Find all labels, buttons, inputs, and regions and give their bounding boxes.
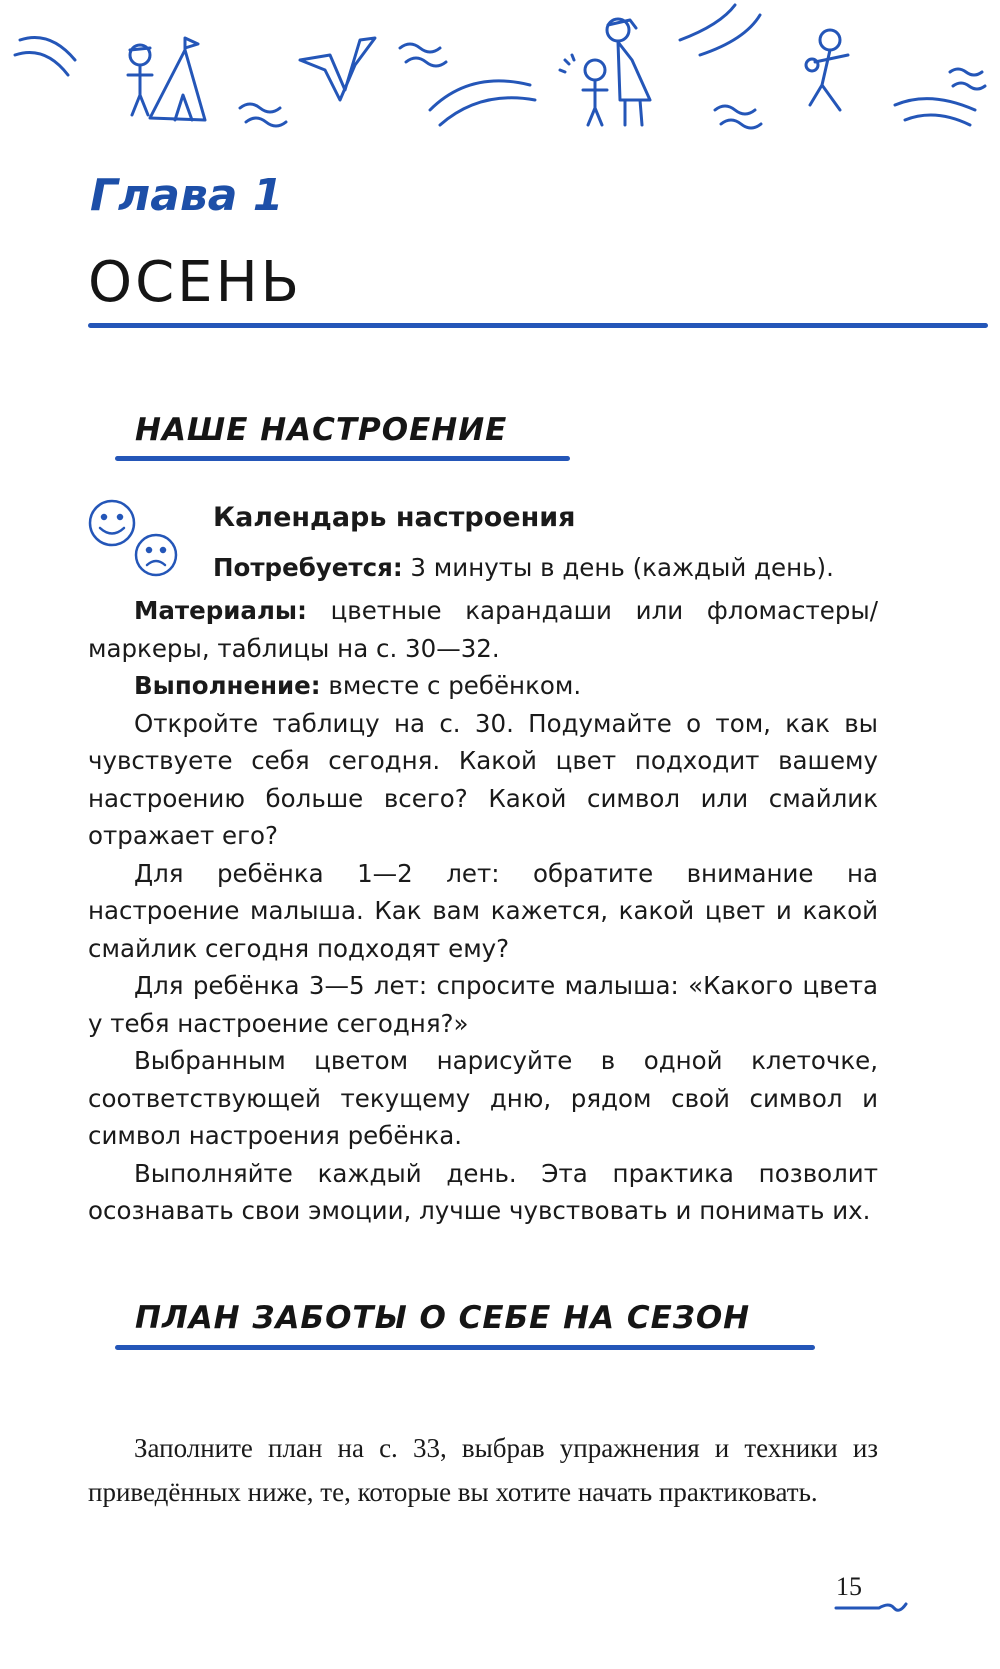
arc-doodle-icon (15, 38, 75, 76)
materials-text: цветные карандаши или фломастеры/маркеры, таблицы на с. 30—32. (88, 596, 878, 663)
arc-doodle-icon (680, 5, 735, 40)
sad-smiley-icon (136, 535, 176, 575)
body-paragraph: Для ребёнка 1—2 лет: обратите внимание на настроение малыша. Как вам кажется, какой цвет и какой смайлик сегодня подходят ему? (88, 858, 878, 963)
wave-doodle-icon (715, 106, 761, 128)
selfcare-body (88, 1426, 878, 1514)
arc-doodle-icon (430, 81, 530, 110)
section-rule-selfcare (115, 1345, 815, 1350)
section-title-selfcare: ПЛАН ЗАБОТЫ О СЕБЕ НА СЕЗОН (135, 1300, 751, 1336)
page-number-squiggle-icon (834, 1598, 914, 1618)
activity-title: Календарь настроения (213, 502, 576, 533)
page-number: 15 (836, 1572, 862, 1601)
wave-doodle-icon (400, 44, 446, 66)
materials-paragraph (88, 592, 878, 667)
chapter-rule (88, 323, 988, 328)
wave-doodle-icon (240, 104, 286, 126)
child-toy-doodle-icon (806, 30, 848, 110)
bird-doodle-icon (300, 38, 375, 100)
materials-label: Материалы: (134, 596, 307, 625)
selfcare-paragraph: Заполните план на с. 33, выбрав упражнения и техники из приведённых ниже, те, которые вы хотите начать практиковать. (88, 1433, 878, 1507)
required-text: 3 минуты в день (каждый день). (402, 553, 834, 582)
child-tent-doodle-icon (128, 38, 205, 120)
happy-smiley-icon (90, 501, 134, 545)
arc-doodle-icon (895, 99, 975, 110)
arc-doodle-icon (905, 115, 970, 125)
body-paragraph: Выполняйте каждый день. Эта практика позволит осознавать свои эмоции, лучше чувствовать и понимать их. (88, 1158, 878, 1225)
wave-doodle-icon (950, 69, 985, 89)
required-label: Потребуется: (213, 553, 403, 582)
arc-doodle-icon (440, 98, 535, 125)
section-rule-mood (115, 456, 570, 461)
body-paragraph: Выбранным цветом нарисуйте в одной клеточке, соответствующей текущему дню, рядом свой символ и символ настроения ребёнка. (88, 1046, 878, 1150)
section-title-mood: НАШЕ НАСТРОЕНИЕ (135, 412, 508, 448)
arc-doodle-icon (700, 15, 760, 55)
required-line (213, 553, 834, 582)
parent-child-doodle-icon (560, 19, 650, 125)
execution-paragraph (88, 667, 878, 705)
chapter-title: ОСЕНЬ (88, 250, 303, 315)
execution-text: вместе с ребёнком. (320, 671, 582, 700)
body-paragraph: Откройте таблицу на с. 30. Подумайте о том, как вы чувствуете себя сегодня. Какой цвет подходит вашему настроению больше всего? Какой символ или смайлик отражает его? (88, 708, 878, 850)
chapter-label: Глава 1 (90, 170, 284, 221)
body-paragraph: Для ребёнка 3—5 лет: спросите малыша: «Какого цвета у тебя настроение сегодня?» (88, 971, 878, 1038)
header-doodles (0, 0, 1000, 150)
execution-label: Выполнение: (134, 671, 321, 700)
smileys (84, 495, 184, 585)
activity-body (88, 592, 878, 1230)
